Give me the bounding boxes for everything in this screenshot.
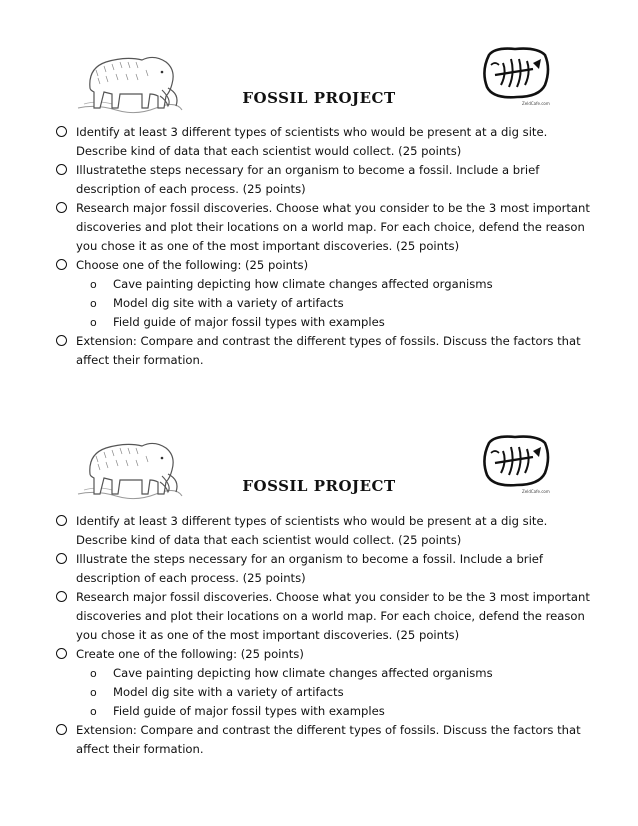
sub-bullet: o	[90, 667, 97, 680]
item-text: Extension: Compare and contrast the different types of fossils. Discuss the factors that affect their formation.	[76, 334, 581, 367]
sub-bullet: o	[90, 686, 97, 699]
sub-item-text: Cave painting depicting how climate changes affected organisms	[113, 277, 493, 291]
item-text: Identify at least 3 different types of scientists who would be present at a dig site. Describe kind of data that each scientist would collect. (25 points)	[76, 125, 548, 158]
circle-bullet-icon	[56, 164, 67, 175]
sub-list-item	[76, 702, 598, 721]
sub-bullet: o	[90, 316, 97, 329]
circle-bullet-icon	[56, 515, 67, 526]
image-credit: ZeldCafe.com	[522, 489, 550, 494]
list-item	[0, 721, 638, 759]
sub-list-item	[76, 313, 598, 332]
circle-bullet-icon	[56, 202, 67, 213]
sub-item-text: Model dig site with a variety of artifacts	[113, 685, 344, 699]
sub-list-item	[76, 294, 598, 313]
assignment-list	[0, 123, 638, 370]
sub-item-text: Model dig site with a variety of artifacts	[113, 296, 344, 310]
item-text: Illustratethe steps necessary for an organism to become a fossil. Include a brief description of each process. (25 points)	[76, 163, 540, 196]
item-text: Research major fossil discoveries. Choose what you consider to be the 3 most important discoveries and plot their locations on a world map. For each choice, defend the reason you chose it as one of the most important discoveries. (25 points)	[76, 590, 590, 642]
list-item	[0, 588, 638, 645]
item-text: Illustrate the steps necessary for an organism to become a fossil. Include a brief description of each process. (25 points)	[76, 552, 543, 585]
list-item	[0, 256, 638, 332]
fossil-icon	[481, 433, 551, 489]
circle-bullet-icon	[56, 335, 67, 346]
list-item	[0, 123, 638, 161]
item-text: Choose one of the following: (25 points)	[76, 258, 309, 272]
choice-list	[76, 275, 598, 332]
sub-bullet: o	[90, 297, 97, 310]
page-title: FOSSIL PROJECT	[242, 477, 396, 495]
circle-bullet-icon	[56, 259, 67, 270]
sub-list-item	[76, 275, 598, 294]
page-title: FOSSIL PROJECT	[242, 89, 396, 107]
list-item	[0, 199, 638, 256]
list-item	[0, 332, 638, 370]
circle-bullet-icon	[56, 126, 67, 137]
fossil-icon	[481, 45, 551, 101]
sub-list-item	[76, 683, 598, 702]
circle-bullet-icon	[56, 724, 67, 735]
item-text: Research major fossil discoveries. Choose what you consider to be the 3 most important discoveries and plot their locations on a world map. For each choice, defend the reason you chose it as one of the most important discoveries. (25 points)	[76, 201, 590, 253]
sub-bullet: o	[90, 705, 97, 718]
circle-bullet-icon	[56, 591, 67, 602]
sub-bullet: o	[90, 278, 97, 291]
list-item	[0, 645, 638, 721]
item-text: Create one of the following: (25 points)	[76, 647, 304, 661]
list-item	[0, 161, 638, 199]
item-text: Extension: Compare and contrast the different types of fossils. Discuss the factors that affect their formation.	[76, 723, 581, 756]
sub-list-item	[76, 664, 598, 683]
sub-item-text: Field guide of major fossil types with examples	[113, 315, 385, 329]
assignment-list	[0, 512, 638, 759]
item-text: Identify at least 3 different types of scientists who would be present at a dig site. Describe kind of data that each scientist would collect. (25 points)	[76, 514, 548, 547]
list-item	[0, 512, 638, 550]
choice-list	[76, 664, 598, 721]
circle-bullet-icon	[56, 648, 67, 659]
circle-bullet-icon	[56, 553, 67, 564]
list-item	[0, 550, 638, 588]
sub-item-text: Cave painting depicting how climate changes affected organisms	[113, 666, 493, 680]
image-credit: ZeldCafe.com	[522, 101, 550, 106]
sub-item-text: Field guide of major fossil types with examples	[113, 704, 385, 718]
